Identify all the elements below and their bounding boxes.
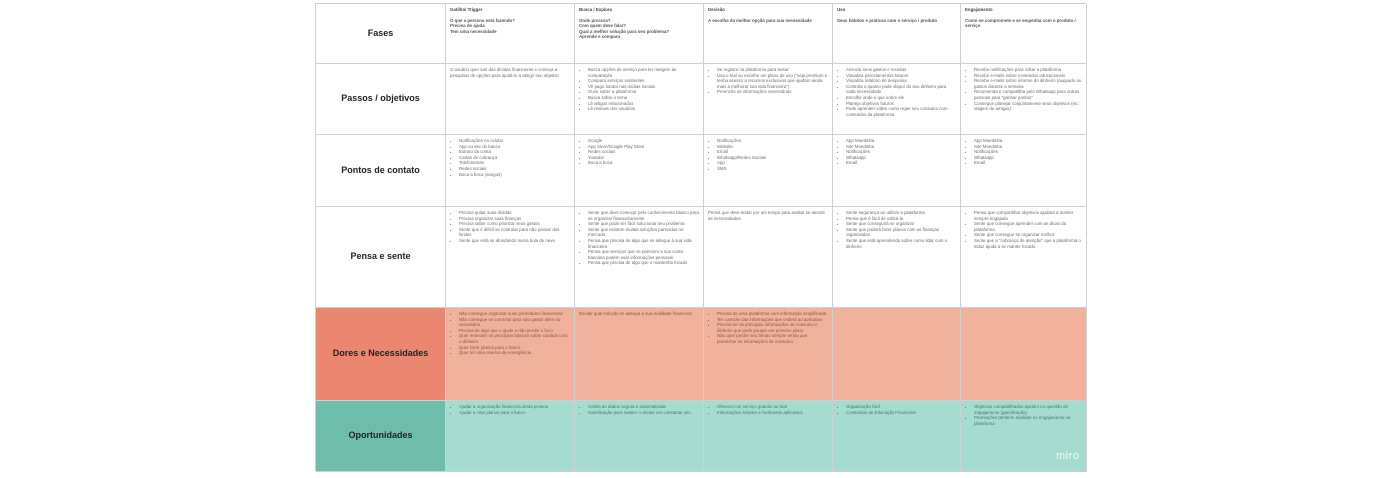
journey-map-board [315,3,1086,471]
list-item: • Escolhe onde e que sobre ele [846,95,956,101]
cell-pontos-de-contato-1[interactable] [446,135,575,207]
list-item: • Google [588,138,699,144]
list-item: • Precisa ter as principais informações de consumo e dinheiro que pode poupar em primeiro plano [717,322,828,333]
list-item: • Usa o trial ou escolhe um plano de uso ("seja premium e tenha acesso a recursos exclusivos que ajudam ainda mais a melhorar sua vida financeira") [717,73,828,90]
list-item: • Pode aprender sobre como reger seu consumo com conteúdos da plataforma [846,106,956,117]
cell-pensa-e-sente-5[interactable] [961,207,1087,308]
list-item: • Site Moedinha [846,144,956,150]
list-item: • Boca a boca [588,160,699,166]
list-item: • App Moedinha [974,138,1082,144]
list-item: • Controla o quanto pode dispor do seu dinheiro para cada necessidade [846,84,956,95]
list-item: • Cartas de cobrança [459,155,570,161]
row-label-passos-objetivos: Passos / objetivos [316,64,446,135]
bullet-list [579,138,699,166]
list-item: • Conteúdos de Educação Financeira [846,410,956,416]
list-item: • Lê artigos relacionados [588,101,699,107]
list-item: • Sente que conseguirá se organizar [846,221,956,227]
row-label-oportunidades: Oportunidades [316,401,446,472]
cell-oportunidades-1[interactable] [446,401,575,472]
list-item: • Precisa organizar suas finanças [459,216,570,222]
list-item: • Pensa que precisa de algo que o mantenha focado [588,260,699,266]
list-item: • Notificações [974,149,1082,155]
bullet-list [708,138,828,172]
list-item: • Precisa de uma plataforma com informação simplificada [717,311,828,317]
list-item: • Precisa de algo que o ajude a não perder o foco [459,328,570,334]
bullet-list [965,404,1082,426]
list-item: • Informações simples e facilmente aplicáveis [717,410,828,416]
phase-header-1[interactable] [446,4,575,64]
phase-title: Decisão [708,7,725,12]
list-item: • App Store/Google Play Store [588,144,699,150]
phase-header-3[interactable] [704,4,833,64]
list-item: • Consegue planejar conjuntamente seus objetivos (ex.: viagem de amigos) [974,101,1082,112]
phase-header-2[interactable] [575,4,704,64]
bullet-list [579,210,699,266]
list-item: • Pensa que serviços que se parecem a sua conta bancária podem usar informações pessoais [588,249,699,260]
list-item: • Planeja objetivos futuros [846,101,956,107]
phase-title: Gatilho/ Trigger [450,7,483,12]
phase-description-text: Onde procura? Com quem deve falar? Qual a melhor solução para seu problema? Aprende e compara [579,17,670,40]
row-label-pensa-e-sente: Pensa e sente [316,207,446,308]
list-item: • Redes sociais [459,166,570,172]
list-item: • Ajudar a criar planos para o futuro [459,410,570,416]
phase-description-text: O que a persona está fazendo? Precisa de ajuda Tem uma necessidade [450,17,515,34]
list-item: • Recebe e-mails sobre conteúdos educacionais [974,73,1082,79]
cell-text: Decidir qual solução se adequa à sua realidade financeira [579,311,692,316]
list-item: • Email [717,149,828,155]
list-item: • Não consegue se controlar para não gastar além do necessário [459,317,570,328]
list-item: • Notificações [717,138,828,144]
list-item: • Sente que pode ser fácil solucionar seu problema [588,221,699,227]
bullet-list [450,138,570,177]
list-item: • Sente que está se afundando numa bola de neve [459,238,570,244]
list-item: • Quer ter uma reserva de emergência [459,350,570,356]
bullet-list [837,67,956,117]
list-item: • Sente que está aprendendo sobre como lidar com o dinheiro [846,238,956,249]
list-item: • Quer entender os princípios básicos sobre cuidado com o dinheiro [459,333,570,344]
list-item: • Coleta de dados segura e automatizada [588,404,699,410]
list-item: • Sente que consegue se organizar melhor [974,232,1082,238]
phase-description [708,18,828,24]
list-item: • Sente que a "cobrança de atenção" que a plataforma o induz ajuda a se manter focado [974,238,1082,249]
list-item: • Youtube [588,155,699,161]
list-item: • Whatsapp [974,155,1082,161]
list-item: • Compara serviços existentes [588,78,699,84]
row-label-pontos-de-contato: Pontos de contato [316,135,446,207]
bullet-list [837,210,956,249]
phase-description-text: A escolha da melhor opção para sua necessidade [708,17,812,23]
cell-oportunidades-3[interactable] [704,401,833,472]
list-item: • Organização fácil [846,404,956,410]
bullet-list [450,311,570,356]
cell-oportunidades-2[interactable] [575,401,704,472]
bullet-list [965,210,1082,249]
bullet-list [965,67,1082,112]
list-item: • Se registra na plataforma para testar [717,67,828,73]
phase-description [965,18,1082,29]
list-item: • Ajudar a organização financeira desta pessoa [459,404,570,410]
list-item: • Website [717,144,828,150]
bullet-list [965,138,1082,166]
cell-dores-e-necessidades-4[interactable] [833,308,961,401]
list-item: • Whatsapp/Redes Sociais [717,155,828,161]
row-label-fases: Fases [316,4,446,64]
list-item: • Whatsapp [846,155,956,161]
list-item: • Busca opções de serviço para ter margem de comparação [588,67,699,78]
list-item: • Precisa saber como priorizar seus gastos [459,221,570,227]
list-item: • Lê reviews dos usuários [588,106,699,112]
phase-title: Busca / Explora [579,7,612,12]
bullet-list [708,311,828,345]
list-item: • App Moedinha [846,138,956,144]
list-item: • Associa seus gastos e receitas [846,67,956,73]
phase-header-5[interactable] [961,4,1087,64]
cell-pensa-e-sente-2[interactable] [575,207,704,308]
cell-pontos-de-contato-2[interactable] [575,135,704,207]
phase-description [450,18,570,35]
list-item: • Oferecer um serviço gratuito ou trial [717,404,828,410]
list-item: • Sente que existem muitas soluções parecidas no mercado [588,227,699,238]
list-item: • App [717,160,828,166]
list-item: • Boca a boca (amigos) [459,172,570,178]
cell-passos-objetivos-5[interactable] [961,64,1087,135]
cell-passos-objetivos-4[interactable] [833,64,961,135]
bullet-list [579,67,699,112]
cell-pensa-e-sente-3[interactable] [704,207,833,308]
list-item: • Gamificação para manter o cliente em constante uso [588,410,699,416]
cell-pontos-de-contato-4[interactable] [833,135,961,207]
list-item: • Precisa quitar suas dívidas [459,210,570,216]
phase-header-4[interactable] [833,4,961,64]
list-item: • Visualiza relatório de despesas [846,78,956,84]
list-item: • Premiações também auxiliam no engajamento na plataforma [974,415,1082,426]
cell-dores-e-necessidades-1[interactable] [446,308,575,401]
list-item: • Recebe e-mails sobre informe do dinheiro (ouquado ou gastos durante a semana [974,78,1082,89]
list-item: • Notificações no celular [459,138,570,144]
phase-description [579,18,699,40]
bullet-list [450,404,570,415]
miro-watermark: miro [1056,450,1080,462]
cell-dores-e-necessidades-3[interactable] [704,308,833,401]
bullet-list [837,404,956,415]
list-item: • Visualiza parcelamentos futuros [846,73,956,79]
cell-dores-e-necessidades-5[interactable] [961,308,1087,401]
bullet-list [708,67,828,95]
cell-dores-e-necessidades-2[interactable] [575,308,704,401]
cell-oportunidades-4[interactable] [833,401,961,472]
list-item: • Pensa que compartilhar objetivos ajudará a manter sempre engajado [974,210,1082,221]
list-item: • App ou site do banco [459,144,570,150]
list-item: • Não quer perder seu tempo sempre tendo que preencher as informações de consumo [717,333,828,344]
phase-description-text: Seus hábitos e práticas com o serviço / produto [837,17,938,23]
list-item: • Sente que consegue aprender com as dicas da plataforma [974,221,1082,232]
list-item: • Site Moedinha [974,144,1082,150]
bullet-list [708,404,828,415]
list-item: • Pensa que precisa de algo que se adeque à sua vida financeira [588,238,699,249]
phase-title: Engajamento [965,7,993,12]
list-item: • Redes sociais [588,149,699,155]
bullet-list [450,210,570,244]
list-item: • Sente que deve começar pelo conhecimento básico para se organizar financeiramente [588,210,699,221]
list-item: • Ouve sobre a plataforma [588,89,699,95]
list-item: • Recebe notificações para voltar a plataforma [974,67,1082,73]
list-item: • Sente segurança ao utilizar a plataforma [846,210,956,216]
list-item: • Objetivos compartilhados ajudam no questão do engajamento (gamificação) [974,404,1082,415]
list-item: • Vê pago barato nas mídias sociais [588,84,699,90]
list-item: • Extrato da conta [459,149,570,155]
cell-pontos-de-contato-5[interactable] [961,135,1087,207]
phase-description-text: Como se compromete e se empenha com o produto / serviço [965,17,1076,29]
list-item: • Busca sobre o tema [588,95,699,101]
cell-text: Pensa que deve testar por um tempo para avaliar se atende às necessidades [708,210,825,221]
cell-pensa-e-sente-1[interactable] [446,207,575,308]
list-item: • Pensa que é fácil de utilizá-la [846,216,956,222]
cell-pensa-e-sente-4[interactable] [833,207,961,308]
list-item: • Quer fazer planos para o futuro [459,345,570,351]
cell-passos-objetivos-3[interactable] [704,64,833,135]
list-item: • Recomenda e compartilha pelo Whatsapp para outras pessoas para "ganhar pontos" [974,89,1082,100]
bullet-list [579,404,699,415]
cell-pontos-de-contato-3[interactable] [704,135,833,207]
list-item: • Email [846,160,956,166]
list-item: • Sente que é difícil se controlar para não passar dos limites [459,227,570,238]
row-label-dores-e-necessidades: Dores e Necessidades [316,308,446,401]
phase-description [837,18,956,24]
list-item: • Ter controle das informações que cederá ao aplicativo [717,317,828,323]
list-item: • Sente que poderá fazer planos com as finanças organizadas [846,227,956,238]
list-item: • SMS [717,166,828,172]
list-item: • Telefonemas [459,160,570,166]
cell-text: O usuário quer sair das dívidas financeiras e começa a pesquisar de opções para ajudá-lo a atingir seu objetivo [450,67,559,78]
cell-passos-objetivos-1[interactable] [446,64,575,135]
cell-passos-objetivos-2[interactable] [575,64,704,135]
list-item: • Email [974,160,1082,166]
bullet-list [837,138,956,166]
list-item: • Preenche as informações necessárias [717,89,828,95]
list-item: • Não consegue organizar suas prioridades financeiras [459,311,570,317]
list-item: • Notificações [846,149,956,155]
phase-title: Uso [837,7,846,12]
